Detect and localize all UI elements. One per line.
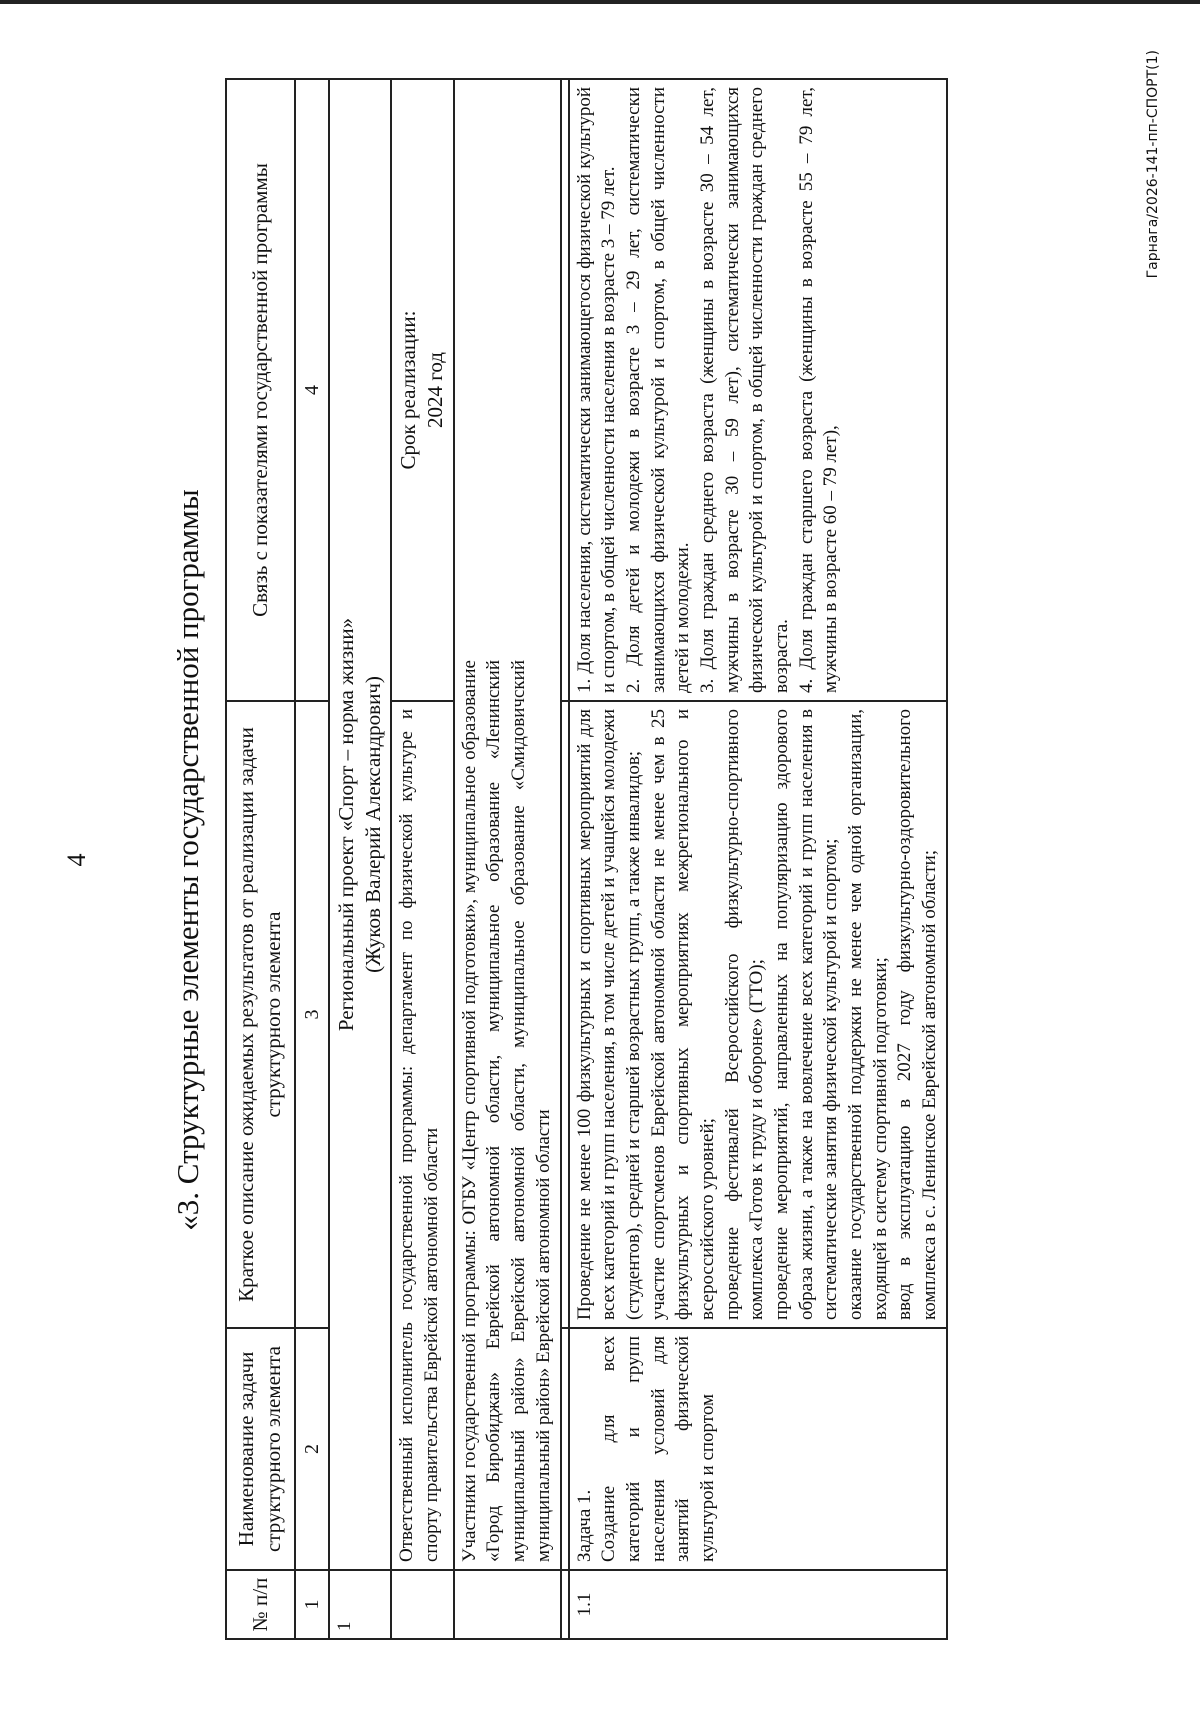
term-cell: [391, 79, 454, 701]
term-year: 2024 год: [423, 352, 448, 428]
project-cell: [329, 79, 392, 1570]
indicator-item: 2. Доля детей и молодежи в возрасте 3 – 29 лет, систематически занимающихся физической культурой и спортом, в общей численности детей и молодежи.: [622, 87, 694, 693]
term-label: Срок реализации:: [396, 310, 421, 470]
column-number: 2: [295, 1328, 329, 1570]
structural-elements-table: [225, 78, 948, 1640]
result-item: ввод в эксплуатацию в 2027 году физкультурно-оздоровительного комплекса в с. Ленинское Еврейской автономной области;: [894, 709, 941, 1320]
indicator-item: 1. Доля населения, систематически занимающегося физической культурой и спортом, в общей численности населения в возрасте 3 – 79 лет.: [573, 87, 620, 693]
indicator-item: 3. Доля граждан среднего возраста (женщины в возрасте 30 – 54 лет, мужчины в возрасте 30 – 59 лет), систематически занимающихся физической культурой и спортом, в общей численности граждан среднего возраста.: [696, 87, 793, 693]
section-title: «3. Структурные элементы государственной программы: [170, 489, 205, 1231]
project-name: Региональный проект «Спорт – норма жизни»: [333, 617, 358, 1032]
result-item: проведение мероприятий, направленных на популяризацию здорового образа жизни, а также на вовлечение всех категорий и групп населения в систематические занятия физической культурой и спортом;: [771, 709, 842, 1320]
header-indicators: Связь с показателями государственной программы: [226, 79, 295, 701]
indicator-item: 4. Доля граждан старшего возраста (женщины в возрасте 55 – 79 лет, мужчины в возрасте 60 – 79 лет),: [795, 87, 842, 693]
task-name-cell: [569, 1328, 947, 1570]
responsible-row: [391, 79, 454, 1639]
document-footer: Гарнага/2026-141-пп-СПОРТ(1): [1145, 50, 1161, 279]
participants: Участники государственной программы: ОГБУ «Центр спортивной подготовки», муниципальное образование «Город Биробиджан» Еврейской автономной области, муниципальное образование «Ленинский муниципальный район» Еврейской автономной области, муниципальное образование «Смидовичский муниципальный район» Еврейской автономной области: [454, 79, 561, 1570]
column-numbers-row: [295, 79, 329, 1639]
header-row: [226, 79, 295, 1639]
column-number: 3: [295, 701, 329, 1328]
spacer-row: [561, 79, 569, 1639]
participants-row: [454, 79, 561, 1639]
task-label: Задача 1.: [573, 1489, 595, 1562]
column-number: 1: [295, 1570, 329, 1639]
page-number: 4: [62, 853, 91, 867]
result-item: участие спортсменов Еврейской автономной области не менее чем в 25 физкультурных и спортивных мероприятиях межрегионального и всероссийского уровней;: [647, 709, 718, 1320]
result-item: проведение фестивалей Всероссийского физкультурно-спортивного комплекса «Готов к труду и обороне» (ГТО);: [721, 709, 768, 1320]
task-name: Создание для всех категорий и групп населения условий для занятий физической культурой и спортом: [598, 1336, 718, 1562]
empty-cell: [454, 1570, 561, 1639]
result-item: Проведение не менее 100 физкультурных и спортивных мероприятий для всех категорий и групп населения, в том числе детей и учащейся молодежи (студентов), средней и старшей возрастных групп, а также инвалидов;: [573, 709, 644, 1320]
task-number: 1.1: [569, 1570, 947, 1639]
empty-cell: [391, 1570, 454, 1639]
task-results: [569, 701, 947, 1328]
column-number: 4: [295, 79, 329, 701]
result-item: оказание государственной поддержки не менее чем одной организации, входящей в систему спортивной подготовки;: [845, 709, 891, 1320]
header-number: № п/п: [226, 1570, 295, 1639]
task-row: [569, 79, 947, 1639]
project-row: [329, 79, 392, 1639]
header-results: Краткое описание ожидаемых результатов от реализации задачи структурного элемента: [226, 701, 295, 1328]
header-task-name: Наименование задачи структурного элемента: [226, 1328, 295, 1570]
task-indicators: [569, 79, 947, 701]
project-number: 1: [329, 1570, 392, 1639]
project-leader: (Жуков Валерий Александрович): [360, 676, 385, 973]
responsible-executor: Ответственный исполнитель государственной программы: департамент по физической культуре и спорту правительства Еврейской автономной области: [391, 701, 454, 1570]
